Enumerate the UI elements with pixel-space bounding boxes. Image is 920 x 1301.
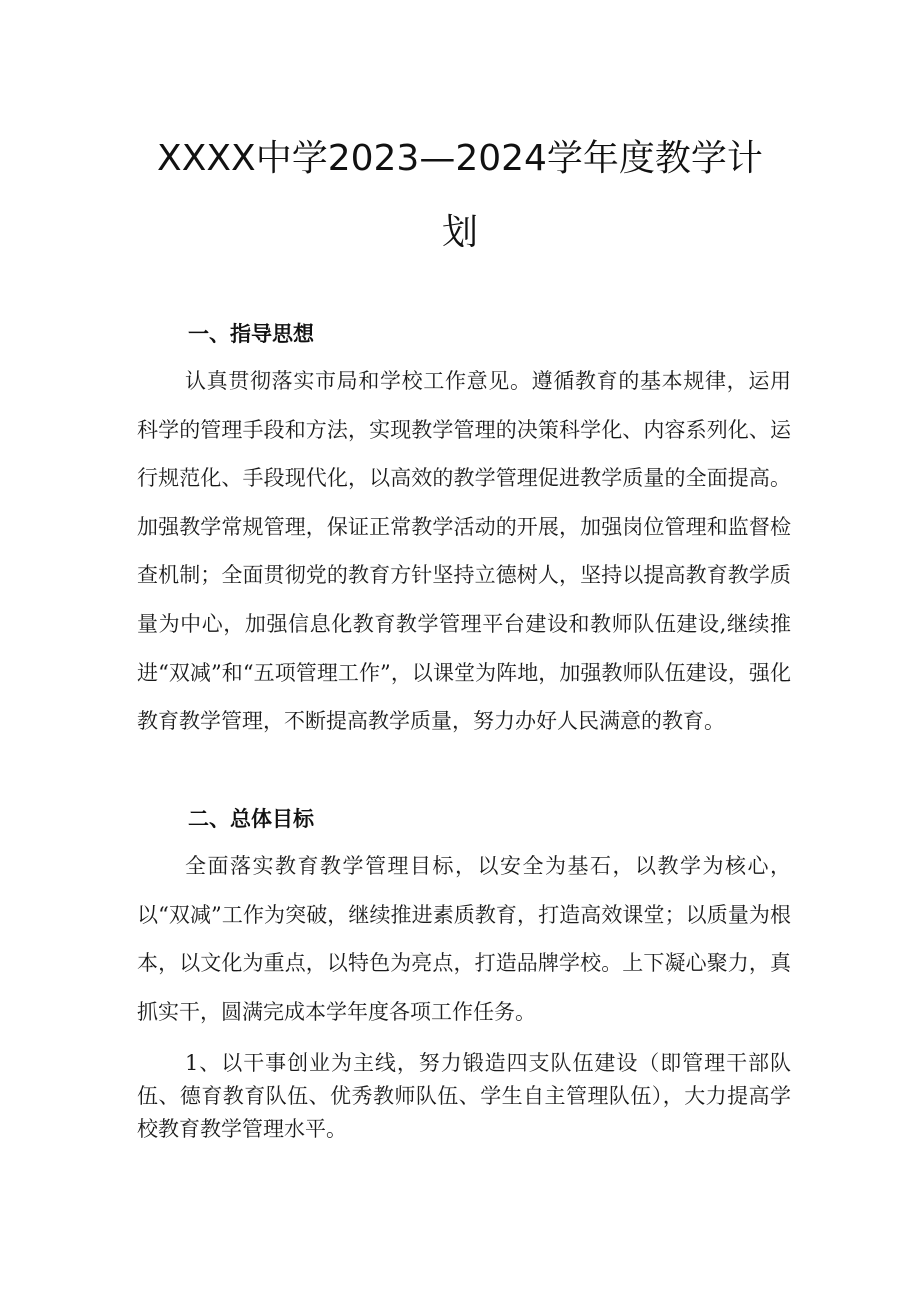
document-title-line-2: 划 [441, 212, 478, 253]
section-paragraph-guiding-thought: 认真贯彻落实市局和学校工作意见。遵循教育的基本规律，运用科学的管理手段和方法，实现教学管理的决策科学化、内容系列化、运行规范化、手段现代化，以高效的教学管理促进教学质量的全面提高。加强教学常规管理，保证正常教学活动的开展，加强岗位管理和监督检查机制；全面贯彻党的教育方针坚持立德树人，坚持以提高教育教学质量为中心，加强信息化教育教学管理平台建设和教师队伍建设,继续推进“双减”和“五项管理工作”，以课堂为阵地，加强教师队伍建设，强化教育教学管理，不断提高教学质量，努力办好人民满意的教育。 [137, 369, 791, 734]
document-title-line-1: XXXX中学2023—2024学年度教学计 [157, 138, 763, 179]
section-heading-overall-goal: 二、总体目标 [188, 807, 314, 831]
section-paragraph-goal-item-1: 1、以干事创业为主线，努力锻造四支队伍建设（即管理干部队伍、德育教育队伍、优秀教师队伍、学生自主管理队伍），大力提高学校教育教学管理水平。 [137, 1051, 791, 1141]
section-heading-guiding-thought: 一、指导思想 [188, 322, 314, 346]
section-paragraph-overall-goal: 全面落实教育教学管理目标，以安全为基石，以教学为核心，以“双减”工作为突破，继续推进素质教育，打造高效课堂；以质量为根本，以文化为重点，以特色为亮点，打造品牌学校。上下凝心聚力，真抓实干，圆满完成本学年度各项工作任务。 [137, 854, 791, 1024]
